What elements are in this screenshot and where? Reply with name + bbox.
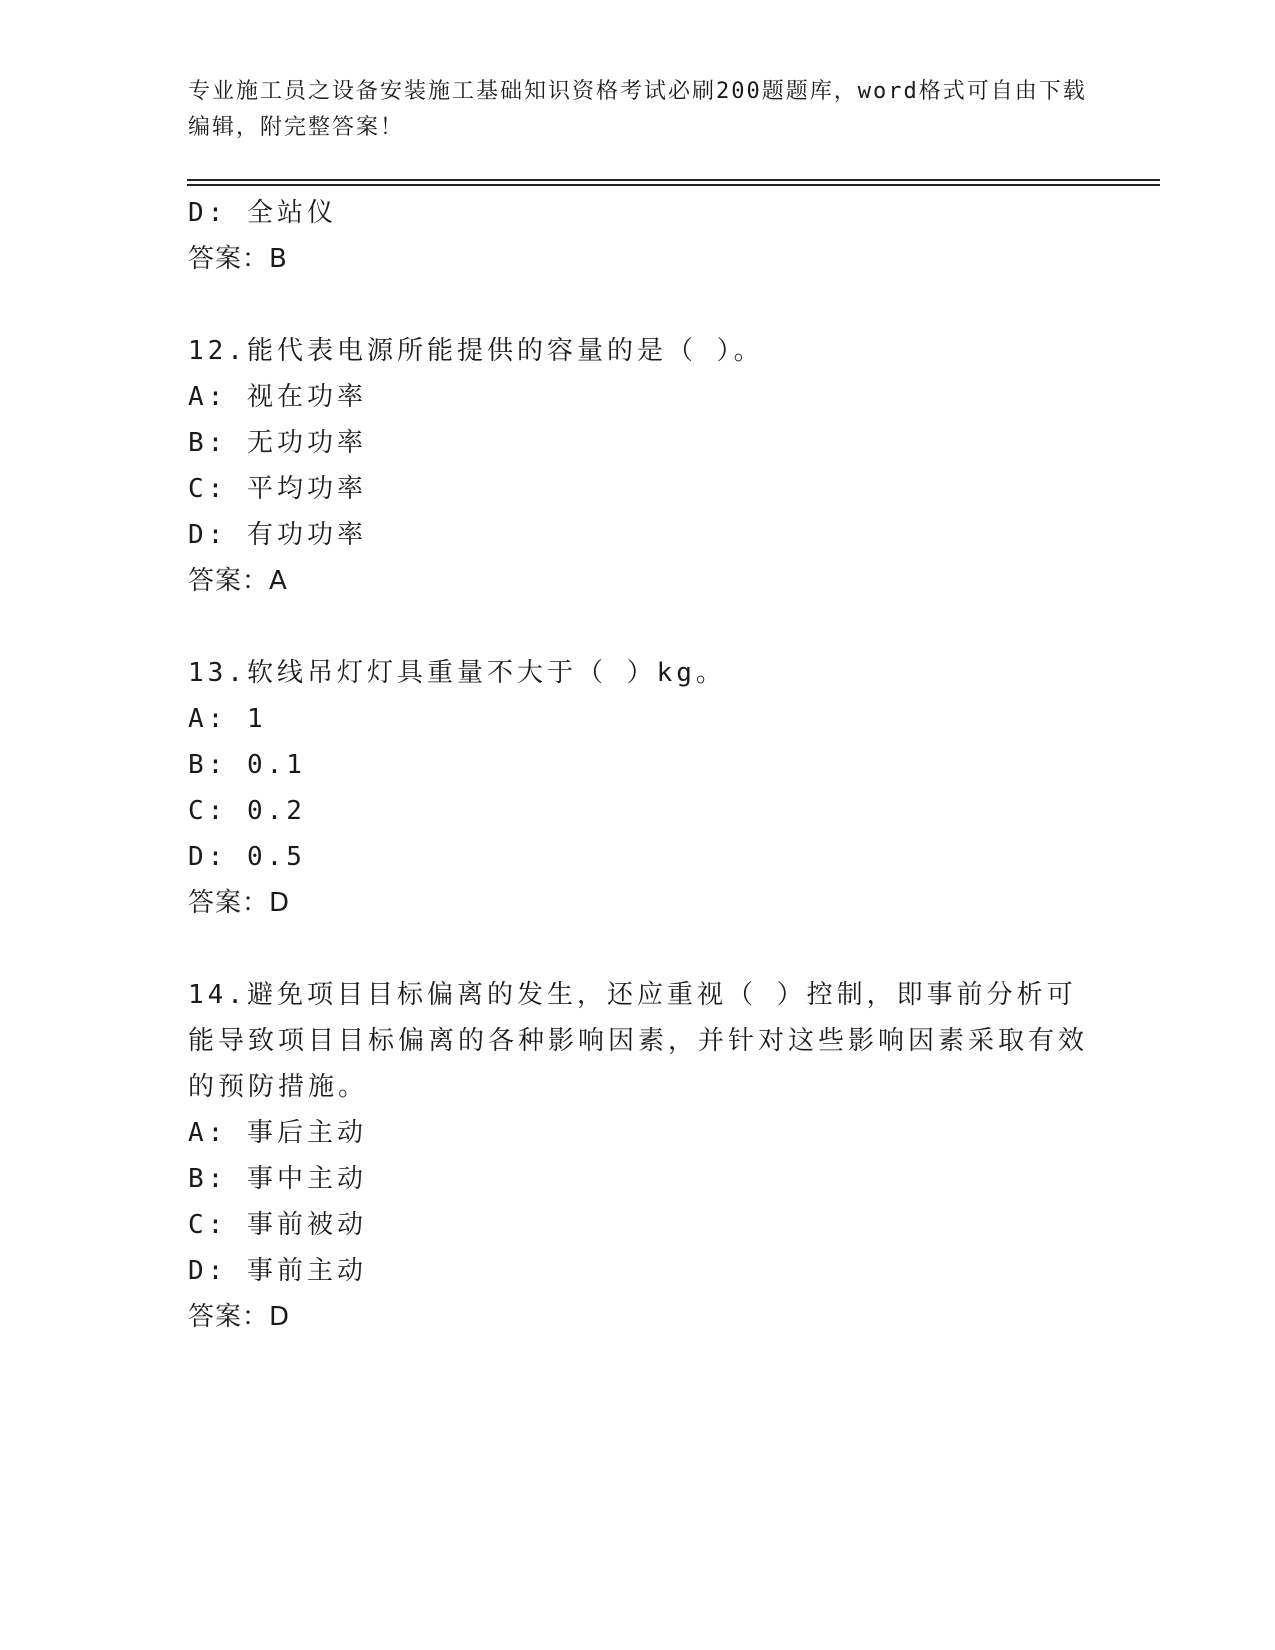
spacer <box>188 282 1088 328</box>
question-stem: 13.软线吊灯灯具重量不大于（ ）kg。 <box>188 658 726 688</box>
header-divider-bottom <box>187 184 1160 186</box>
option-c: C: 平均功率 <box>188 474 367 504</box>
question-13 <box>188 650 1088 926</box>
option-d: D: 事前主动 <box>188 1256 367 1286</box>
spacer <box>188 926 1088 972</box>
spacer <box>188 604 1088 650</box>
option-b: B: 0.1 <box>188 750 306 780</box>
option-c: C: 0.2 <box>188 796 306 826</box>
question-12 <box>188 328 1088 604</box>
header-divider-top <box>187 179 1160 181</box>
option-d: D: 0.5 <box>188 842 306 872</box>
answer: 答案：A <box>188 566 288 596</box>
answer: 答案：B <box>188 244 288 274</box>
option-b: B: 无功功率 <box>188 428 367 458</box>
option-c: C: 事前被动 <box>188 1210 367 1240</box>
option-a: A: 视在功率 <box>188 382 367 412</box>
question-14 <box>188 972 1088 1340</box>
question-list <box>188 190 1088 1340</box>
option-a: A: 事后主动 <box>188 1118 367 1148</box>
previous-question-tail <box>188 190 1088 282</box>
option-d: D: 全站仪 <box>188 198 337 228</box>
answer: 答案：D <box>188 888 291 918</box>
document-header: 专业施工员之设备安装施工基础知识资格考试必刷200题题库，word格式可自由下载编辑，附完整答案！ <box>188 79 1087 140</box>
option-b: B: 事中主动 <box>188 1164 367 1194</box>
option-d: D: 有功功率 <box>188 520 367 550</box>
question-stem: 14.避免项目目标偏离的发生，还应重视（ ）控制，即事前分析可能导致项目目标偏离的各种影响因素，并针对这些影响因素采取有效的预防措施。 <box>188 980 1089 1102</box>
question-stem: 12.能代表电源所能提供的容量的是（ ）。 <box>188 336 764 366</box>
option-a: A: 1 <box>188 704 267 734</box>
answer: 答案：D <box>188 1302 291 1332</box>
